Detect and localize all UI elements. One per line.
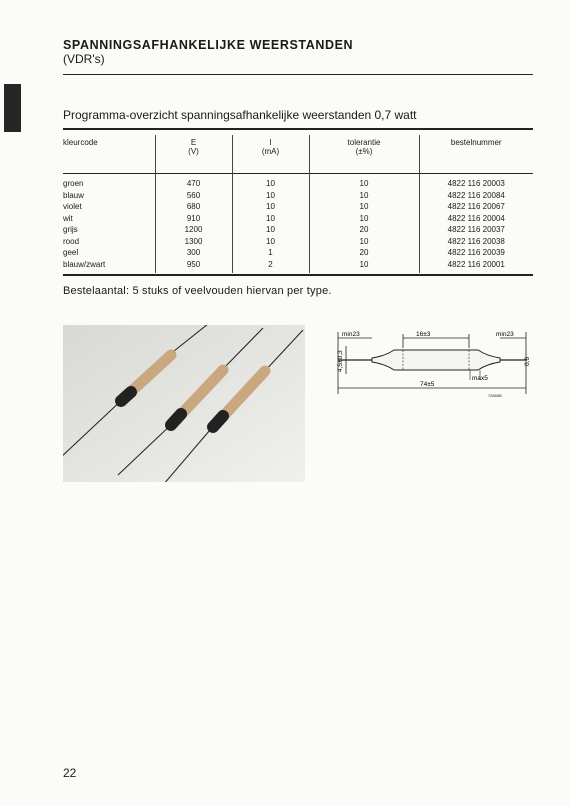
dim-wire-diameter: 0,6 bbox=[524, 356, 531, 366]
table-cell: 1 bbox=[232, 247, 309, 259]
resistor-photo bbox=[63, 325, 305, 482]
table-cell: 10 bbox=[232, 236, 309, 248]
table-row bbox=[63, 213, 533, 225]
table-cell: 4822 116 20039 bbox=[419, 247, 533, 259]
column-header: tolerantie (±%) bbox=[309, 135, 419, 174]
table-cell: 20 bbox=[309, 224, 419, 236]
page-number: 22 bbox=[63, 766, 77, 780]
page-title: SPANNINGSAFHANKELIJKE WEERSTANDEN bbox=[63, 38, 354, 52]
dim-min-right: min23 bbox=[496, 331, 514, 338]
column-header: I (mA) bbox=[232, 135, 309, 174]
table-cell: 10 bbox=[309, 190, 419, 202]
table-cell: 4822 116 20001 bbox=[419, 259, 533, 274]
table-cell: 4822 116 20003 bbox=[419, 174, 533, 190]
table-row bbox=[63, 174, 533, 190]
table-row bbox=[63, 236, 533, 248]
table-cell: 910 bbox=[155, 213, 232, 225]
column-header: E (V) bbox=[155, 135, 232, 174]
dim-max: max5 bbox=[472, 375, 488, 382]
table-cell: 300 bbox=[155, 247, 232, 259]
section-title: Programma-overzicht spanningsafhankelijke weerstanden 0,7 watt bbox=[63, 108, 417, 122]
table-cell: 10 bbox=[309, 201, 419, 213]
table-cell: 470 bbox=[155, 174, 232, 190]
table-body bbox=[63, 174, 533, 274]
table-cell: 10 bbox=[232, 190, 309, 202]
table-cell: 4822 116 20067 bbox=[419, 201, 533, 213]
table-cell: 20 bbox=[309, 247, 419, 259]
table-row bbox=[63, 201, 533, 213]
table-cell: 1200 bbox=[155, 224, 232, 236]
table-cell: groen bbox=[63, 179, 84, 188]
section-thumb-tab bbox=[4, 84, 21, 132]
table-cell: 950 bbox=[155, 259, 232, 274]
resistor-photo-image bbox=[63, 325, 305, 482]
table-row bbox=[63, 247, 533, 259]
table-cell: 4822 116 20084 bbox=[419, 190, 533, 202]
table-cell: 10 bbox=[309, 174, 419, 190]
table-cell: blauw/zwart bbox=[63, 259, 106, 269]
dim-body-length: 16±3 bbox=[416, 331, 431, 338]
order-quantity-note: Bestelaantal: 5 stuks of veelvouden hiervan per type. bbox=[63, 285, 332, 297]
table-cell: wit bbox=[63, 213, 73, 223]
table-bottom-rule bbox=[63, 274, 533, 276]
table-cell: 1300 bbox=[155, 236, 232, 248]
table-cell: 680 bbox=[155, 201, 232, 213]
dim-min-left: min23 bbox=[342, 331, 360, 338]
column-header: bestelnummer bbox=[419, 135, 533, 174]
table-cell: 10 bbox=[309, 236, 419, 248]
column-header: kleurcode bbox=[63, 138, 98, 147]
table-cell: 10 bbox=[232, 224, 309, 236]
dimension-drawing bbox=[330, 328, 535, 402]
table-cell: blauw bbox=[63, 190, 84, 200]
page-subtitle: (VDR's) bbox=[63, 52, 105, 66]
table-cell: 10 bbox=[309, 259, 419, 274]
table-cell: rood bbox=[63, 236, 80, 246]
table-top-rule bbox=[63, 128, 533, 130]
table-row bbox=[63, 259, 533, 274]
specifications-table bbox=[63, 135, 533, 273]
table-header-row bbox=[63, 135, 533, 174]
table-cell: violet bbox=[63, 202, 82, 211]
table-cell: 4822 116 20037 bbox=[419, 224, 533, 236]
table-cell: geel bbox=[63, 248, 79, 257]
table-cell: 4822 116 20004 bbox=[419, 213, 533, 225]
header-divider bbox=[63, 74, 533, 75]
dim-total-length: 74±5 bbox=[420, 381, 435, 388]
table-cell: 10 bbox=[232, 174, 309, 190]
table-cell: 10 bbox=[232, 201, 309, 213]
table-cell: 10 bbox=[232, 213, 309, 225]
table-cell: grijs bbox=[63, 225, 78, 234]
table-cell: 2 bbox=[232, 259, 309, 274]
table-cell: 4822 116 20038 bbox=[419, 236, 533, 248]
table-row bbox=[63, 190, 533, 202]
dim-diameter: 4,5±0,3 bbox=[337, 350, 344, 372]
table-cell: 560 bbox=[155, 190, 232, 202]
table-row bbox=[63, 224, 533, 236]
table-cell: 10 bbox=[309, 213, 419, 225]
drawing-code: 7243490 bbox=[488, 394, 502, 398]
